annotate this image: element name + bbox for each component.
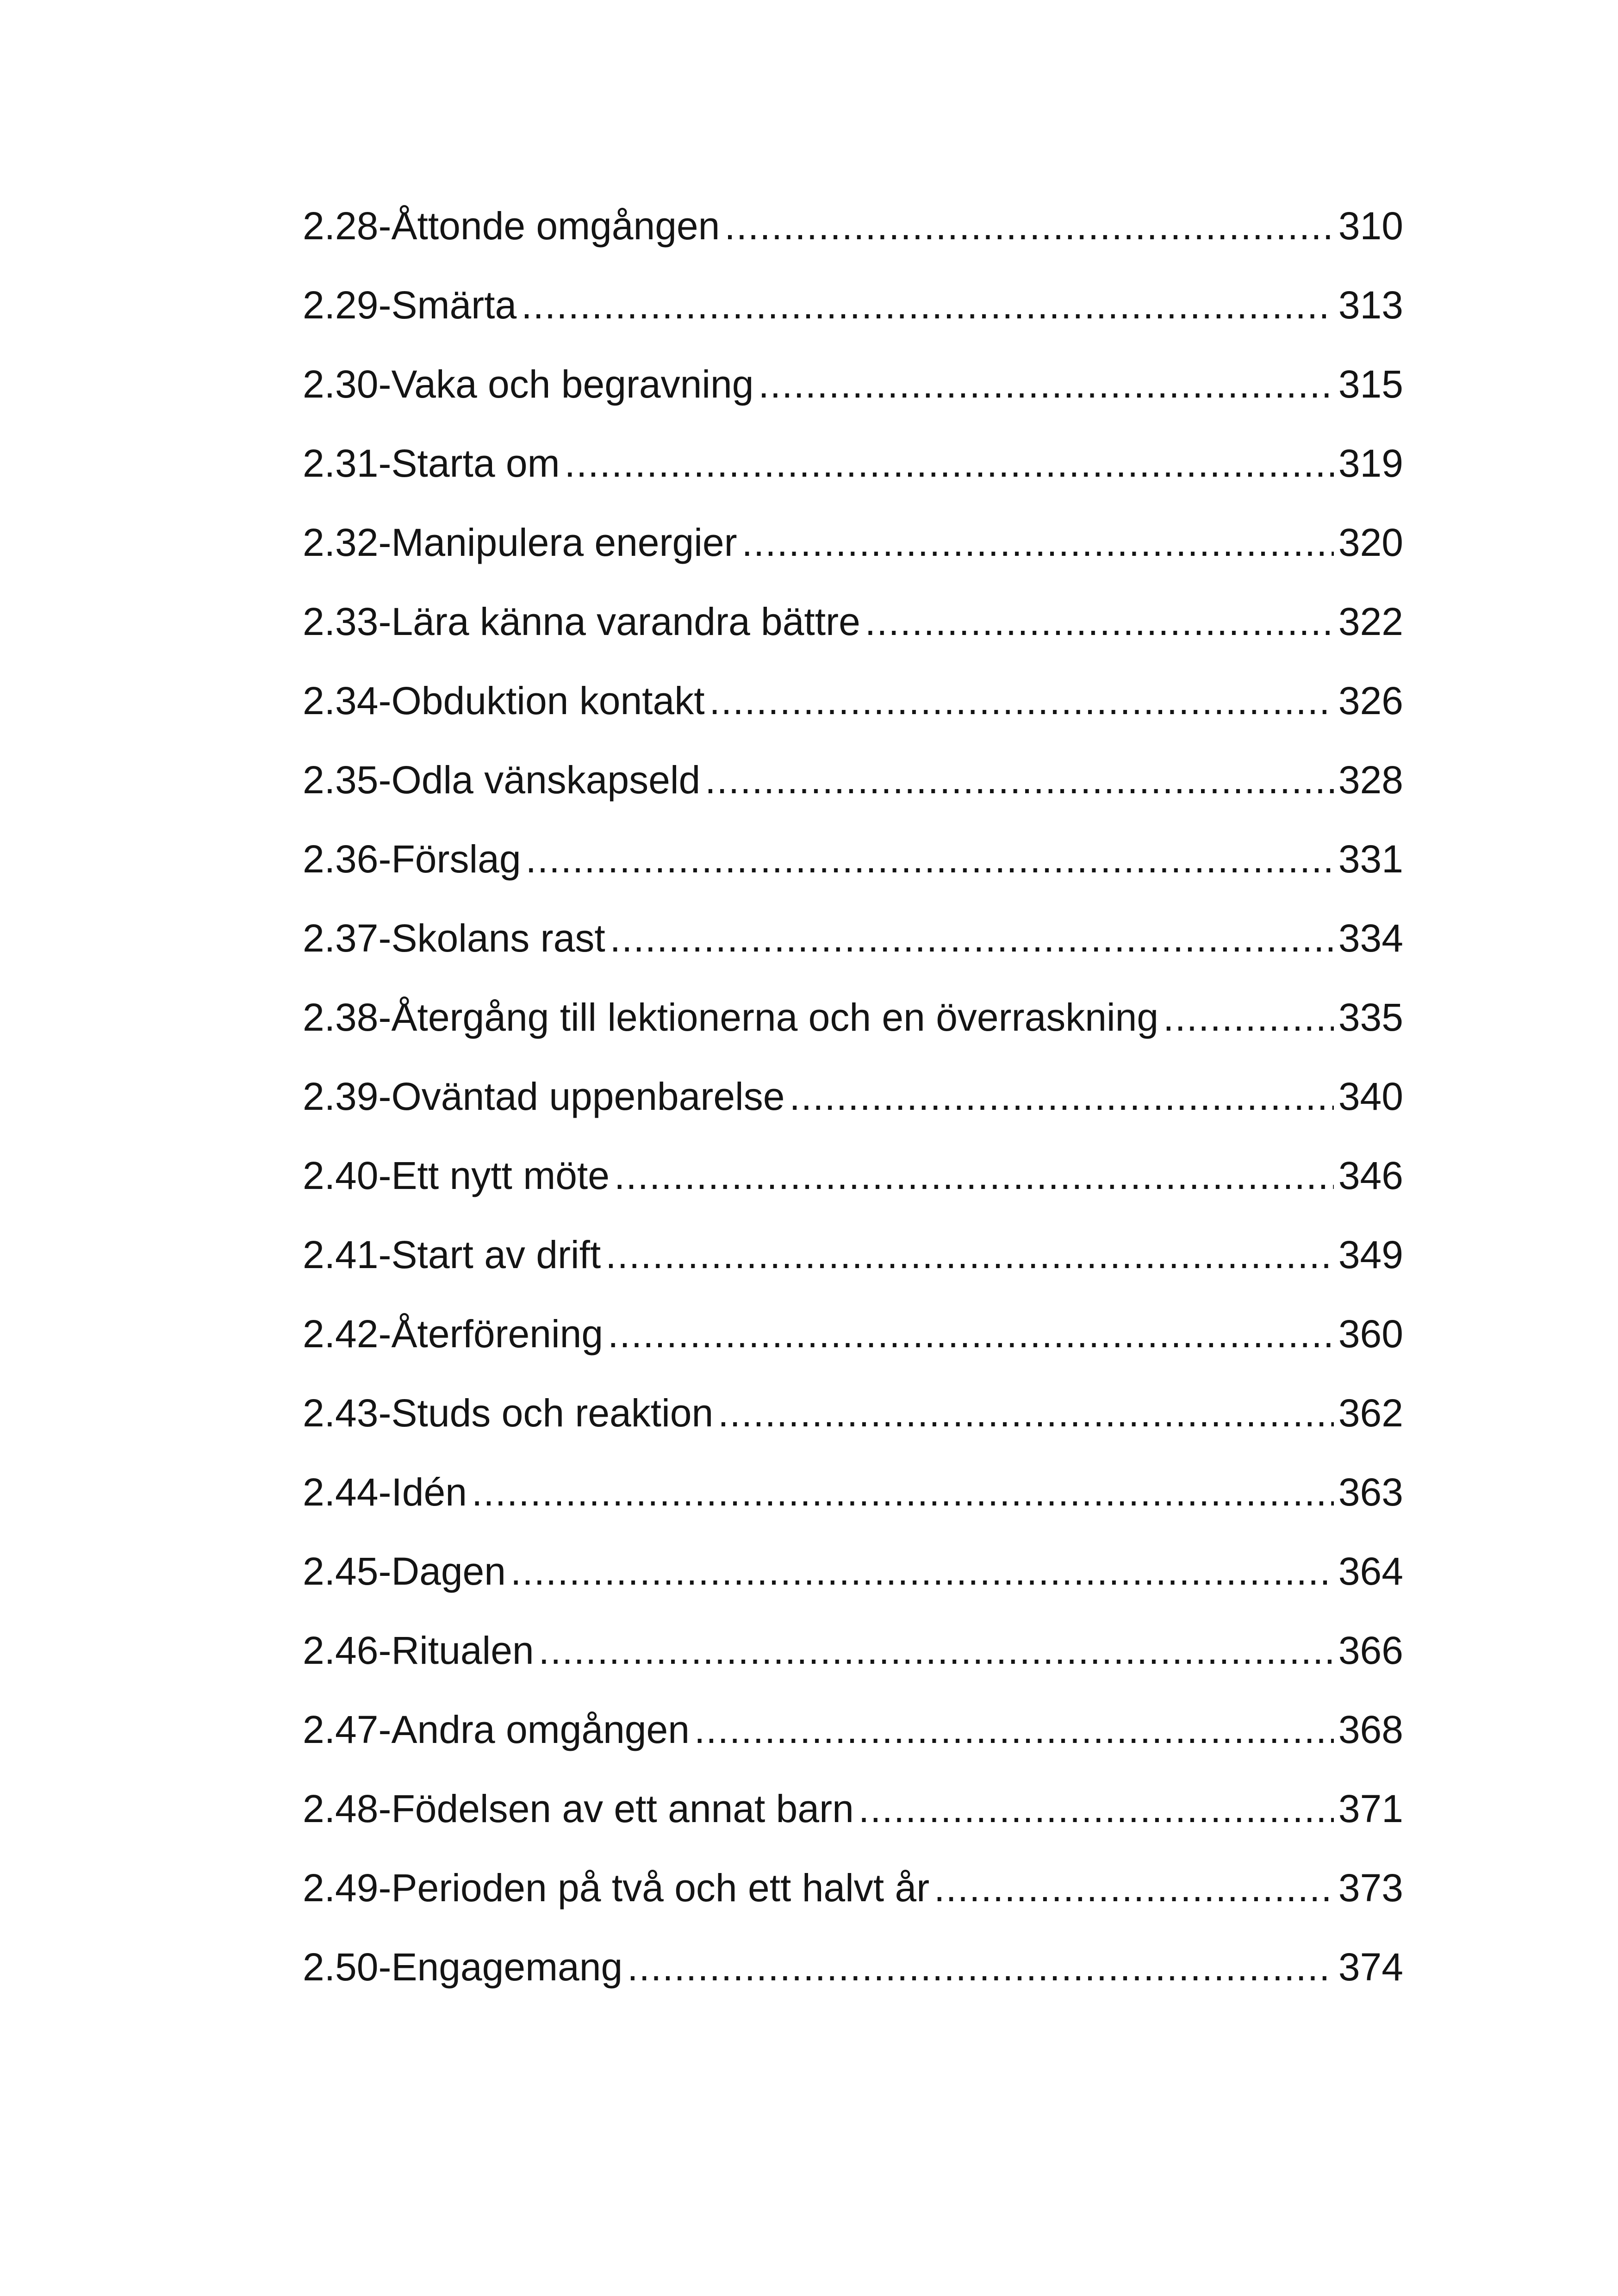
dot-leader xyxy=(859,1786,1334,1831)
dot-leader xyxy=(605,1232,1334,1277)
toc-entry[interactable] xyxy=(303,1391,1403,1470)
toc-entry-page: 364 xyxy=(1338,1549,1403,1593)
toc-entry-title: 2.38-Återgång till lektionerna och en överraskning xyxy=(303,996,1159,1039)
toc-entry-page: 360 xyxy=(1338,1312,1403,1356)
toc-entry[interactable] xyxy=(303,1707,1403,1786)
dot-leader xyxy=(934,1866,1334,1910)
toc-entry-page: 310 xyxy=(1338,204,1403,248)
toc-entry-page: 349 xyxy=(1338,1233,1403,1276)
toc-entry[interactable] xyxy=(303,837,1403,916)
dot-leader xyxy=(865,599,1334,644)
toc-entry[interactable] xyxy=(303,283,1403,362)
toc-entry-title: 2.37-Skolans rast xyxy=(303,916,605,960)
toc-entry[interactable] xyxy=(303,1549,1403,1628)
toc-entry-page: 326 xyxy=(1338,679,1403,722)
toc-entry[interactable] xyxy=(303,1470,1403,1549)
toc-entry[interactable] xyxy=(303,204,1403,283)
table-of-contents xyxy=(303,204,1403,2024)
toc-entry-title: 2.50-Engagemang xyxy=(303,1945,623,1989)
dot-leader xyxy=(709,678,1334,723)
toc-entry-title: 2.46-Ritualen xyxy=(303,1629,534,1672)
toc-entry-page: 340 xyxy=(1338,1075,1403,1118)
toc-entry-page: 320 xyxy=(1338,521,1403,564)
toc-entry[interactable] xyxy=(303,678,1403,758)
toc-entry-page: 368 xyxy=(1338,1708,1403,1751)
toc-entry[interactable] xyxy=(303,362,1403,441)
toc-entry-title: 2.42-Återförening xyxy=(303,1312,604,1356)
dot-leader xyxy=(1163,995,1334,1040)
dot-leader xyxy=(539,1628,1334,1673)
toc-entry-title: 2.36-Förslag xyxy=(303,837,521,881)
dot-leader xyxy=(472,1470,1334,1515)
toc-entry-page: 328 xyxy=(1338,758,1403,802)
toc-entry[interactable] xyxy=(303,1786,1403,1866)
toc-entry-page: 319 xyxy=(1338,442,1403,485)
toc-entry[interactable] xyxy=(303,758,1403,837)
dot-leader xyxy=(627,1945,1334,1990)
toc-entry[interactable] xyxy=(303,1945,1403,2024)
toc-entry-title: 2.29-Smärta xyxy=(303,283,517,327)
toc-entry-title: 2.48-Födelsen av ett annat barn xyxy=(303,1787,854,1830)
dot-leader xyxy=(718,1391,1334,1436)
dot-leader xyxy=(694,1707,1334,1752)
toc-entry-title: 2.33-Lära känna varandra bättre xyxy=(303,600,860,643)
toc-entry-title: 2.40-Ett nytt möte xyxy=(303,1154,610,1197)
toc-entry[interactable] xyxy=(303,1074,1403,1153)
toc-entry-page: 366 xyxy=(1338,1629,1403,1672)
toc-entry-title: 2.28-Åttonde omgången xyxy=(303,204,720,248)
toc-entry-title: 2.39-Oväntad uppenbarelse xyxy=(303,1075,785,1118)
dot-leader xyxy=(608,1312,1334,1356)
toc-entry-title: 2.34-Obduktion kontakt xyxy=(303,679,705,722)
toc-entry-page: 346 xyxy=(1338,1154,1403,1197)
dot-leader xyxy=(526,837,1334,882)
toc-entry-page: 373 xyxy=(1338,1866,1403,1910)
dot-leader xyxy=(521,283,1334,328)
toc-entry-page: 362 xyxy=(1338,1391,1403,1435)
toc-entry-title: 2.30-Vaka och begravning xyxy=(303,362,754,406)
toc-entry-page: 335 xyxy=(1338,996,1403,1039)
toc-entry[interactable] xyxy=(303,1866,1403,1945)
toc-entry[interactable] xyxy=(303,520,1403,599)
toc-entry-title: 2.35-Odla vänskapseld xyxy=(303,758,701,802)
toc-entry-title: 2.44-Idén xyxy=(303,1470,467,1514)
toc-entry-title: 2.31-Starta om xyxy=(303,442,560,485)
toc-entry-page: 313 xyxy=(1338,283,1403,327)
toc-entry[interactable] xyxy=(303,916,1403,995)
toc-entry-page: 363 xyxy=(1338,1470,1403,1514)
toc-entry-title: 2.45-Dagen xyxy=(303,1549,506,1593)
dot-leader xyxy=(742,520,1334,565)
dot-leader xyxy=(510,1549,1334,1594)
dot-leader xyxy=(705,758,1334,803)
toc-entry-title: 2.43-Studs och reaktion xyxy=(303,1391,714,1435)
dot-leader xyxy=(565,441,1334,486)
toc-entry-page: 371 xyxy=(1338,1787,1403,1830)
toc-entry-page: 374 xyxy=(1338,1945,1403,1989)
toc-entry[interactable] xyxy=(303,995,1403,1074)
toc-entry-page: 334 xyxy=(1338,916,1403,960)
toc-entry-page: 322 xyxy=(1338,600,1403,643)
toc-entry[interactable] xyxy=(303,1312,1403,1391)
toc-entry-page: 315 xyxy=(1338,362,1403,406)
toc-entry[interactable] xyxy=(303,599,1403,678)
toc-entry-title: 2.32-Manipulera energier xyxy=(303,521,737,564)
toc-entry-title: 2.41-Start av drift xyxy=(303,1233,601,1276)
dot-leader xyxy=(724,204,1333,249)
dot-leader xyxy=(614,1153,1334,1198)
toc-entry-page: 331 xyxy=(1338,837,1403,881)
toc-entry[interactable] xyxy=(303,1232,1403,1312)
toc-entry-title: 2.47-Andra omgången xyxy=(303,1708,690,1751)
dot-leader xyxy=(758,362,1333,407)
toc-entry[interactable] xyxy=(303,441,1403,520)
toc-entry[interactable] xyxy=(303,1628,1403,1707)
dot-leader xyxy=(789,1074,1333,1119)
toc-entry[interactable] xyxy=(303,1153,1403,1232)
toc-entry-title: 2.49-Perioden på två och ett halvt år xyxy=(303,1866,930,1910)
dot-leader xyxy=(610,916,1334,961)
